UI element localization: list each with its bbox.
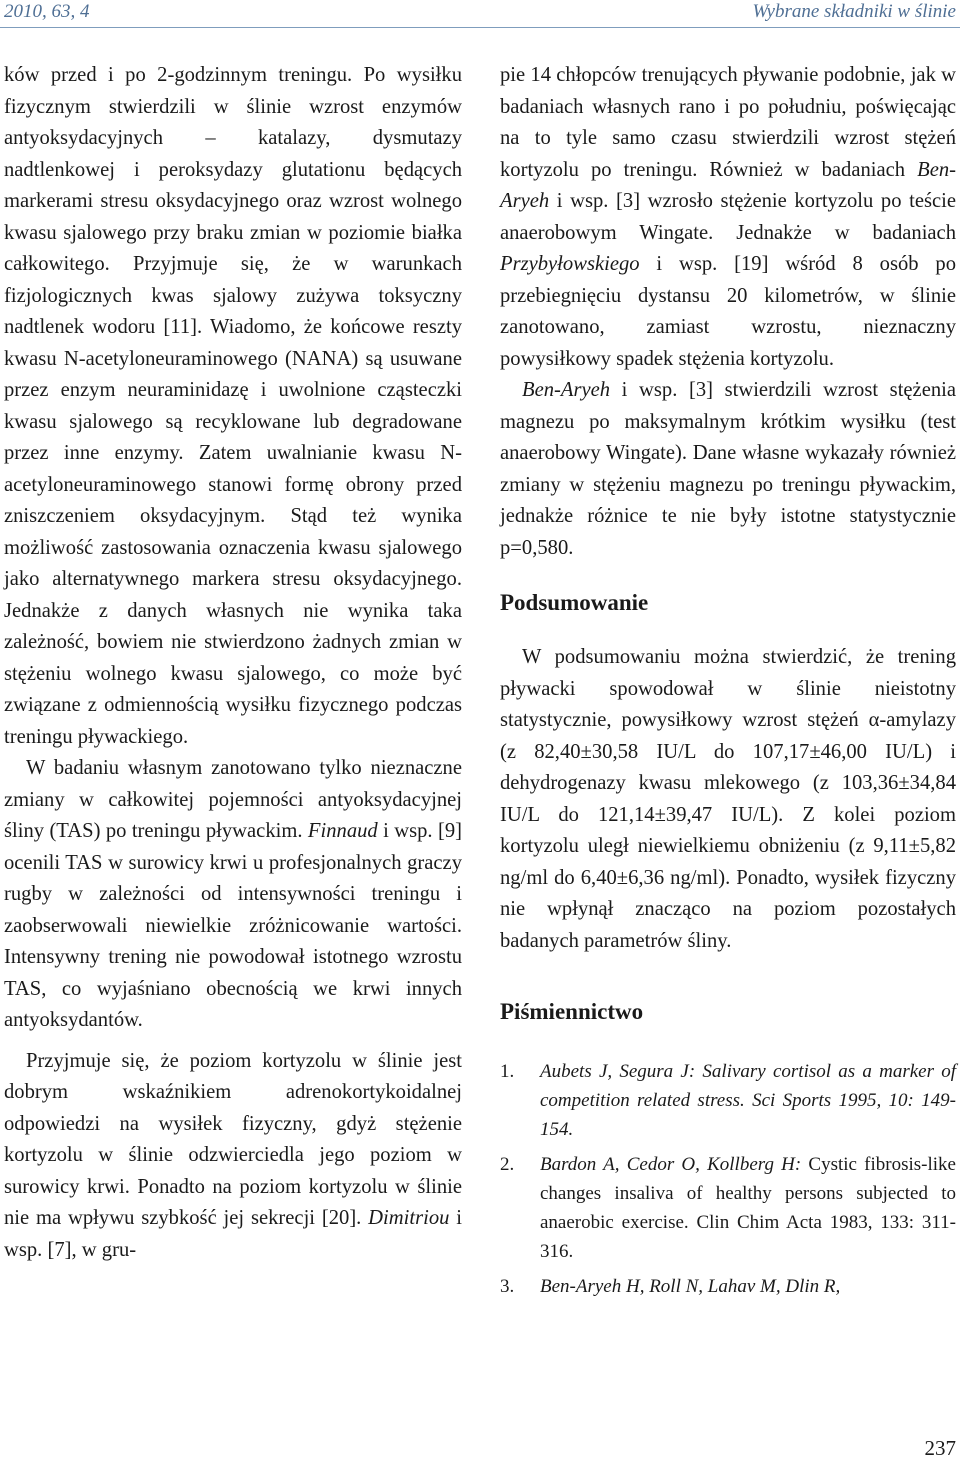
reference-item	[500, 1272, 956, 1301]
reference-number: 2.	[500, 1154, 515, 1175]
header-rule	[0, 27, 960, 28]
reference-authors: Aubets J, Segura J: Salivary cortisol as a marker of competition related stress. Sci Sports 1995, 10: 149-154.	[540, 1061, 956, 1140]
author-citation: Przybyłowskiego	[500, 253, 640, 275]
reference-item	[500, 1150, 956, 1266]
reference-number: 1.	[500, 1061, 515, 1082]
paragraph-text: Przyjmuje się, że poziom kortyzolu w ślinie jest dobrym wskaźnikiem adrenokortykoidalnej odpowiedzi na wysiłek fizyczny, gdyż stężenie kortyzolu w ślinie odzwierciedla jego poziom w surowicy krwi. Ponadto na poziom kortyzolu w ślinie nie ma wpływu szybkość jej sekrecji [20].	[4, 1049, 462, 1229]
paragraph-text: i wsp. [7], w gru-	[4, 1207, 462, 1261]
paragraph-text: i wsp. [3] wzrosło stężenie kortyzolu po teście anaerobowym Wingate. Jednakże w badaniach	[500, 190, 956, 244]
paragraph-text: i wsp. [9] ocenili TAS w surowicy krwi u profesjonalnych graczy rugby w zależności od intensywności treningu i zaobserwowali niewielkie zróżnicowanie wartości. Intensywny trening nie powodował istotnego wzrostu TAS, co wyjaśniano obecnością we krwi innych antyoksydantów.	[4, 820, 462, 1031]
paragraph-cortisol	[4, 1046, 462, 1267]
reference-details: Cystic fibrosis-like changes insaliva of healthy persons subjected to anaerobic exercise. Clin Chim Acta 1983, 133: 311-316.	[540, 1154, 956, 1262]
reference-list	[500, 1057, 956, 1301]
paragraph-sialic-acid	[4, 60, 462, 753]
paragraph-text: ków przed i po 2-godzinnym treningu. Po wysiłku fizycznym stwierdzili w ślinie wzrost enzymów antyoksydacyjnych – katalazy, dysmutazy nadtlenkowej i peroksydazy glutationu będących markerami stresu oksydacyjnego oraz wzrost wolnego kwasu sjalowego przy braku zmian w poziomie białka całkowitego. Przyjmuje się, że w warunkach fizjologicznych kwas sjalowy zużywa toksyczny nadtlenek wodoru [11]. Wiadomo, że końcowe reszty kwasu N-acetyloneuraminowego (NANA) są usuwane przez enzym neuraminidazę i uwolnione cząsteczki kwasu sjalowego są recyklowane lub degradowane przez inne enzymy. Zatem uwalnianie kwasu N-acetyloneuraminowego stanowi formę obrony przed zniszczeniem oksydacyjnym. Stąd też wynika możliwość zastosowania oznaczenia kwasu sjalowego jako alternatywnego markera stresu oksydacyjnego. Jednakże z danych własnych nie wynika taka zależność, bowiem nie stwierdzono żadnych zmian w stężeniu wolnego kwasu sjalowego, co może być związane z odmiennością wysiłku fizycznego podczas treningu pływackiego.	[4, 64, 462, 748]
author-citation: Ben-Aryeh	[522, 379, 611, 401]
reference-item	[500, 1057, 956, 1144]
right-column	[500, 60, 956, 1307]
summary-heading: Podsumowanie	[500, 590, 649, 615]
summary-paragraph: W podsumowaniu można stwierdzić, że trening pływacki spowodował w ślinie nieistotny statystycznie, powysiłkowy wzrost stężeń α-amylazy (z 82,40±30,58 IU/L do 107,17±46,00 IU/L) i dehydrogenazy kwasu mlekowego (z 103,36±34,84 IU/L do 121,14±39,47 IU/L). Z kolei poziom kortyzolu uległ niewielkiemu obniżeniu (z 9,11±5,82 ng/ml do 6,40±6,36 ng/ml). Ponadto, wysiłek fizyczny nie wpłynął znacząco na poziom pozostałych badanych parametrów śliny.	[500, 646, 956, 952]
running-title: Wybrane składniki w ślinie	[752, 1, 956, 22]
reference-authors: Bardon A, Cedor O, Kollberg H:	[540, 1154, 802, 1175]
paragraph-text: i wsp. [19] wśród 8 osób po przebiegnięciu dystansu 20 kilometrów, w ślinie zanotowano, zamiast wzrostu, nieznaczny powysiłkowy spadek stężenia kortyzolu.	[500, 253, 956, 370]
page-number: 237	[924, 1436, 956, 1460]
author-citation: Ben-Aryeh	[500, 158, 956, 212]
journal-issue: 2010, 63, 4	[4, 1, 90, 22]
paragraph-text: i wsp. [3] stwierdzili wzrost stężenia magnezu po maksymalnym krótkim wysiłku (test anaerobowy Wingate). Dane własne wykazały również zmiany w stężeniu magnezu po treningu pływackim, jednakże różnice te nie były istotne statystycznie p=0,580.	[500, 379, 956, 559]
reference-authors: Ben-Aryeh H, Roll N, Lahav M, Dlin R,	[540, 1276, 841, 1297]
author-citation: Finnaud	[307, 820, 378, 842]
paragraph-text: W badaniu własnym zanotowano tylko nieznaczne zmiany w całkowitej pojemności antyoksydacyjnej śliny (TAS) po treningu pływackim.	[4, 757, 462, 842]
paragraph-tas	[4, 753, 462, 1037]
paragraph-cortisol-continued	[500, 60, 956, 375]
paragraph-text: pie 14 chłopców trenujących pływanie podobnie, jak w badaniach własnych rano i po południu, poświęcając na to tyle samo czasu stwierdzili wzrost stężeń kortyzolu po treningu. Również w badaniach	[500, 64, 956, 181]
running-header	[0, 0, 960, 22]
references-heading: Piśmiennictwo	[500, 999, 644, 1024]
author-citation: Dimitriou	[368, 1207, 450, 1229]
left-column	[4, 60, 462, 1266]
reference-number: 3.	[500, 1276, 515, 1297]
paragraph-magnesium	[500, 375, 956, 564]
